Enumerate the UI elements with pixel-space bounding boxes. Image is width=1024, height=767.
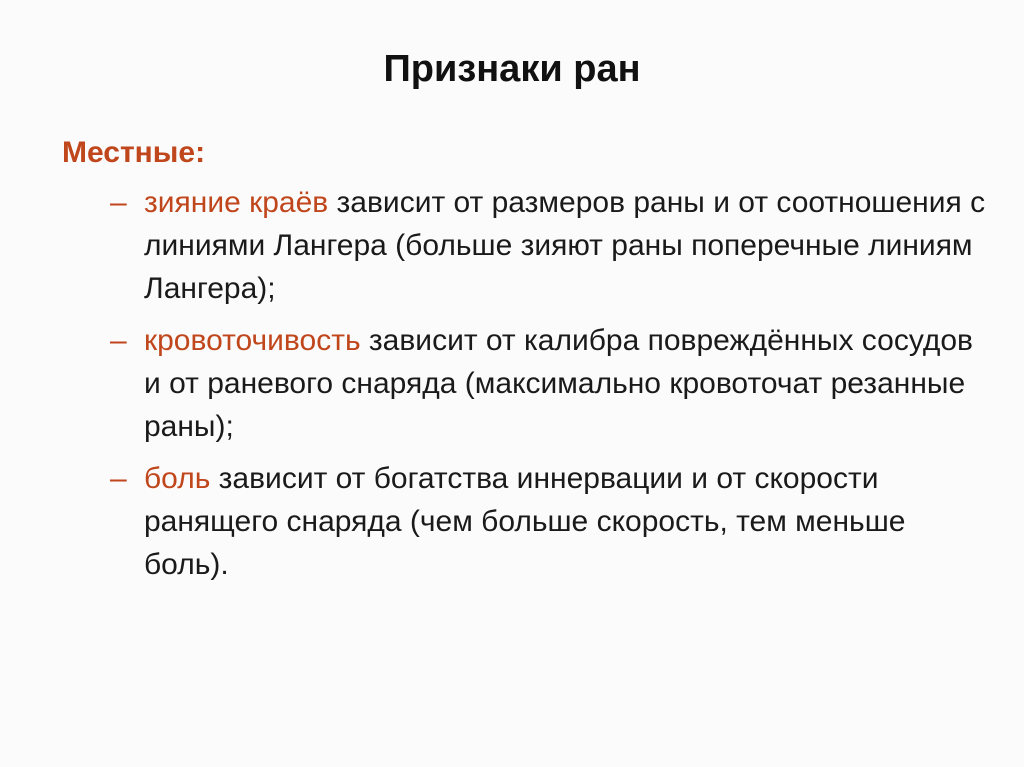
bullet-list (110, 181, 990, 595)
bullet-text: зависит от калибра повреждённых сосудов и от раневого снаряда (максимально кровоточат резанные раны); (144, 324, 973, 443)
page-title: Признаки ран (383, 48, 641, 90)
bullet-text: зависит от размеров раны и от соотношения с линиями Лангера (больше зияют раны поперечные линиям Лангера); (144, 186, 986, 305)
bullet-term: боль (144, 462, 211, 495)
bullet-term: кровоточивость (144, 324, 361, 357)
bullet-item-gaping (110, 181, 990, 310)
bullet-item-bleeding (110, 319, 990, 448)
bullet-dash: – (110, 462, 127, 495)
bullet-term: зияние краёв (144, 186, 329, 219)
bullet-dash: – (110, 324, 127, 357)
bullet-text: зависит от богатства иннервации и от скорости ранящего снаряда (чем больше скорость, тем меньше боль). (144, 462, 906, 581)
bullet-item-pain (110, 457, 990, 586)
bullet-dash: – (110, 186, 127, 219)
section-heading: Местные: (62, 136, 206, 169)
